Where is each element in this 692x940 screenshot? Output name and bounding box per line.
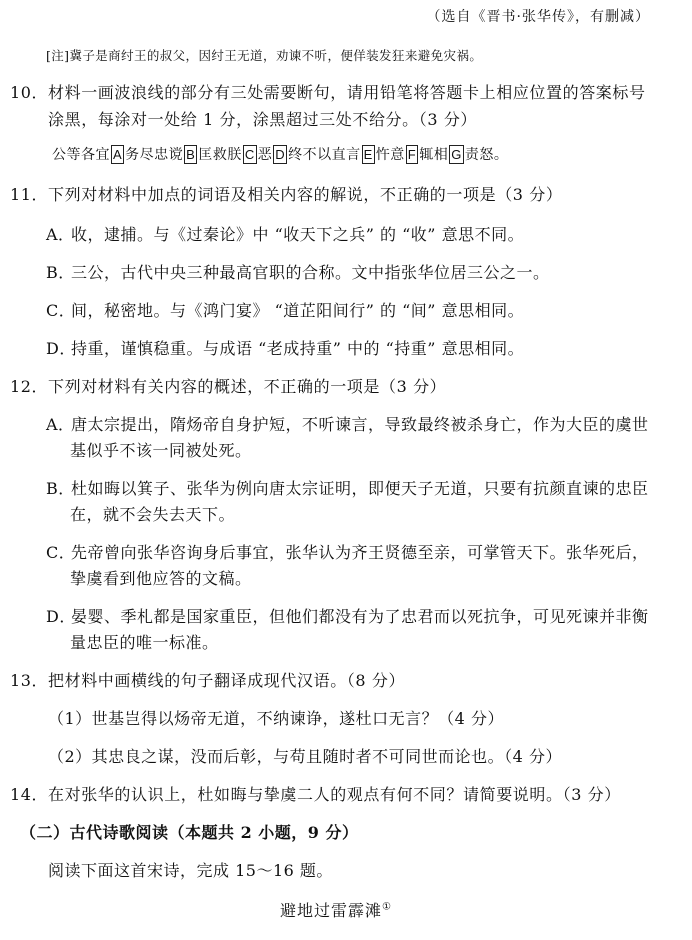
question-stem: 下列对材料中加点的词语及相关内容的解说，不正确的一项是（3 分） bbox=[48, 185, 563, 204]
option-d bbox=[46, 604, 649, 627]
option-text-line1: 晏婴、季札都是国家重臣，但他们都没有为了忠君而以死抗争，可见死谏并非衡 bbox=[71, 607, 649, 626]
option-a bbox=[46, 222, 524, 245]
option-a bbox=[46, 412, 649, 435]
question-10 bbox=[10, 80, 646, 103]
option-label: D． bbox=[46, 607, 76, 626]
segment: 辄相 G bbox=[419, 147, 462, 163]
footnote-mark: ① bbox=[382, 901, 392, 913]
question-11 bbox=[10, 182, 562, 205]
segment: 忤意 F bbox=[375, 147, 417, 163]
option-c bbox=[46, 298, 524, 321]
question-12 bbox=[10, 374, 446, 397]
option-label: D． bbox=[46, 339, 76, 358]
option-label: C． bbox=[46, 543, 76, 562]
segment: 匡救朕 C bbox=[198, 147, 255, 163]
option-d bbox=[46, 336, 524, 359]
option-d-line2: 量忠臣的唯一标准。 bbox=[70, 633, 219, 652]
answer-box[interactable]: G bbox=[451, 147, 462, 162]
question-14 bbox=[10, 782, 621, 805]
option-text-line1: 杜如晦以箕子、张华为例向唐太宗证明，即便天子无道，只要有抗颜直谏的忠臣 bbox=[71, 479, 649, 498]
option-label: A． bbox=[46, 415, 75, 434]
option-text: 间，秘密地。与《鸿门宴》 “道芷阳间行” 的 “间” 意思相同。 bbox=[71, 301, 525, 320]
section-heading: （二）古代诗歌阅读（本题共 2 小题，9 分） bbox=[20, 823, 359, 842]
option-b-line2: 在，就不会失去天下。 bbox=[70, 505, 236, 524]
answer-box[interactable]: E bbox=[363, 147, 373, 162]
instruction: 阅读下面这首宋诗，完成 15～16 题。 bbox=[48, 861, 333, 880]
answer-box[interactable]: C bbox=[244, 147, 255, 162]
option-b bbox=[46, 476, 649, 499]
answer-box[interactable]: B bbox=[186, 147, 196, 162]
option-label: B． bbox=[46, 263, 75, 282]
option-text-line1: 先帝曾向张华咨询身后事宜，张华认为齐王贤德至亲，可掌管天下。张华死后， bbox=[71, 543, 649, 562]
answer-box[interactable]: A bbox=[113, 147, 123, 162]
question-stem: 在对张华的认识上，杜如晦与挚虞二人的观点有何不同？请简要说明。（3 分） bbox=[48, 785, 621, 804]
segment: 公等各宜 A bbox=[52, 147, 123, 163]
question-stem: 把材料中画横线的句子翻译成现代汉语。（8 分） bbox=[48, 671, 406, 690]
question-13 bbox=[10, 668, 405, 691]
question-number: 13． bbox=[10, 671, 49, 690]
punctuation-segments bbox=[52, 144, 508, 164]
answer-box[interactable]: D bbox=[275, 147, 286, 162]
segment: 终不以直言 E bbox=[288, 147, 373, 163]
translation-item-1: （1）世基岂得以炀帝无道，不纳谏诤，遂杜口无言？（4 分） bbox=[48, 709, 504, 728]
option-text: 持重，谨慎稳重。与成语 “老成持重” 中的 “持重” 意思相同。 bbox=[71, 339, 525, 358]
source-citation: （选自《晋书·张华传》，有删减） bbox=[426, 9, 650, 25]
option-text: 收，逮捕。与《过秦论》中 “收天下之兵” 的 “收” 意思不同。 bbox=[71, 225, 525, 244]
footnote: [注]冀子是商纣王的叔父，因纣王无道，劝谏不听，便佯装发狂来避免灾祸。 bbox=[46, 48, 483, 63]
answer-box[interactable]: F bbox=[407, 147, 417, 162]
option-label: B． bbox=[46, 479, 75, 498]
poem-title: 避地过雷霹滩① bbox=[280, 901, 392, 920]
question-number: 12． bbox=[10, 377, 49, 396]
option-label: C． bbox=[46, 301, 76, 320]
segment: 责怒。 bbox=[464, 147, 509, 163]
segment: 务尽忠谠 B bbox=[125, 147, 196, 163]
question-stem-line1: 材料一画波浪线的部分有三处需要断句，请用铅笔将答题卡上相应位置的答案标号 bbox=[48, 83, 646, 102]
question-stem: 下列对材料有关内容的概述，不正确的一项是（3 分） bbox=[48, 377, 447, 396]
option-label: A． bbox=[46, 225, 75, 244]
option-text-line1: 唐太宗提出，隋炀帝自身护短，不听谏言，导致最终被杀身亡，作为大臣的虞世 bbox=[71, 415, 649, 434]
question-number: 14． bbox=[10, 785, 49, 804]
question-number: 11． bbox=[10, 185, 49, 204]
option-c bbox=[46, 540, 649, 563]
translation-item-2: （2）其忠良之谋，没而后彰，与苟且随时者不可同世而论也。（4 分） bbox=[48, 747, 562, 766]
option-b bbox=[46, 260, 550, 283]
question-number: 10． bbox=[10, 83, 49, 102]
segment: 恶 D bbox=[257, 147, 286, 163]
option-text: 三公，古代中央三种最高官职的合称。文中指张华位居三公之一。 bbox=[71, 263, 550, 282]
option-a-line2: 基似乎不该一同被处死。 bbox=[70, 441, 252, 460]
option-c-line2: 挚虞看到他应答的文稿。 bbox=[70, 569, 252, 588]
question-10-line2: 涂黑，每涂对一处给 1 分，涂黑超过三处不给分。（3 分） bbox=[48, 110, 478, 129]
